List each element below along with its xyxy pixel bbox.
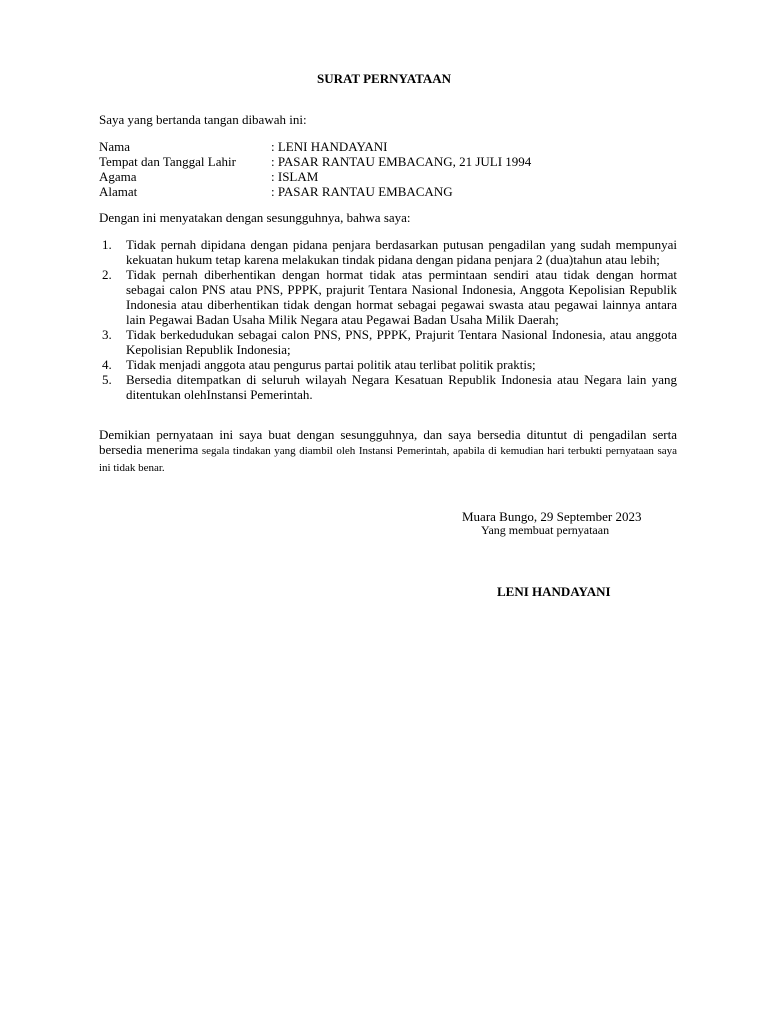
info-row-address [99, 184, 531, 199]
field-label: Agama [99, 169, 137, 184]
statement-list [99, 237, 677, 402]
item-number: 4. [102, 357, 112, 372]
intro-text: Saya yang bertanda tangan dibawah ini: [99, 112, 307, 127]
statement-text: Dengan ini menyatakan dengan sesungguhnya, bahwa saya: [99, 210, 411, 225]
list-item [99, 372, 677, 402]
info-row-birth [99, 154, 531, 169]
document-title: SURAT PERNYATAAN [317, 71, 451, 86]
item-number: 2. [102, 267, 112, 282]
field-label: Tempat dan Tanggal Lahir [99, 154, 236, 169]
item-text: Tidak berkedudukan sebagai calon PNS, PNS, PPPK, Prajurit Tentara Nasional Indonesia, atau anggota Kepolisian Republik Indonesia; [126, 327, 677, 357]
field-label: Nama [99, 139, 131, 154]
field-value: : PASAR RANTAU EMBACANG [271, 184, 453, 199]
signer-name: LENI HANDAYANI [497, 584, 611, 599]
closing-paragraph [99, 427, 677, 476]
field-label: Alamat [99, 184, 138, 199]
place-date: Muara Bungo, 29 September 2023 [462, 509, 642, 524]
info-row-religion [99, 169, 531, 184]
item-text: Tidak pernah dipidana dengan pidana penjara berdasarkan putusan pengadilan yang sudah mempunyai kekuatan hukum tetap karena melakukan tindak pidana dengan pidana penjara 2 (dua)tahun atau lebih; [126, 237, 677, 267]
item-text: Tidak menjadi anggota atau pengurus partai politik atau terlibat politik praktis; [126, 357, 536, 372]
item-number: 1. [102, 237, 112, 252]
item-text: Tidak pernah diberhentikan dengan hormat tidak atas permintaan sendiri atau tidak dengan hormat sebagai calon PNS atau PNS, PPPK, prajurit Tentara Nasional Indonesia, Anggota Kepolisian Republik Indonesia atau diberhentikan tidak dengan hormat sebagai pegawai swasta atau pegawai lainnya antara lain Pegawai Badan Usaha Milik Negara atau Pegawai Badan Usaha Milik Daerah; [126, 267, 677, 327]
list-item [99, 267, 677, 327]
list-item [99, 357, 677, 372]
info-row-name [99, 139, 531, 154]
list-item [99, 237, 677, 267]
field-value: : ISLAM [271, 169, 319, 184]
item-number: 5. [102, 372, 112, 387]
maker-label: Yang membuat pernyataan [481, 523, 610, 537]
field-value: : PASAR RANTAU EMBACANG, 21 JULI 1994 [271, 154, 532, 169]
item-number: 3. [102, 327, 112, 342]
item-text: Bersedia ditempatkan di seluruh wilayah Negara Kesatuan Republik Indonesia atau Negara lain yang ditentukan olehInstansi Pemerintah. [126, 372, 677, 402]
closing-text-main: Demikian pernyataan ini saya buat dengan sesungguhnya, dan saya bersedia dituntut di pengadilan serta bersedia menerima [99, 427, 677, 457]
personal-info [99, 139, 531, 199]
closing-text-small: segala tindakan yang diambil oleh Instansi Pemerintah, apabila di kemudian hari terbukti pernyataan saya ini tidak benar. [99, 445, 677, 474]
list-item [99, 327, 677, 357]
field-value: : LENI HANDAYANI [271, 139, 388, 154]
